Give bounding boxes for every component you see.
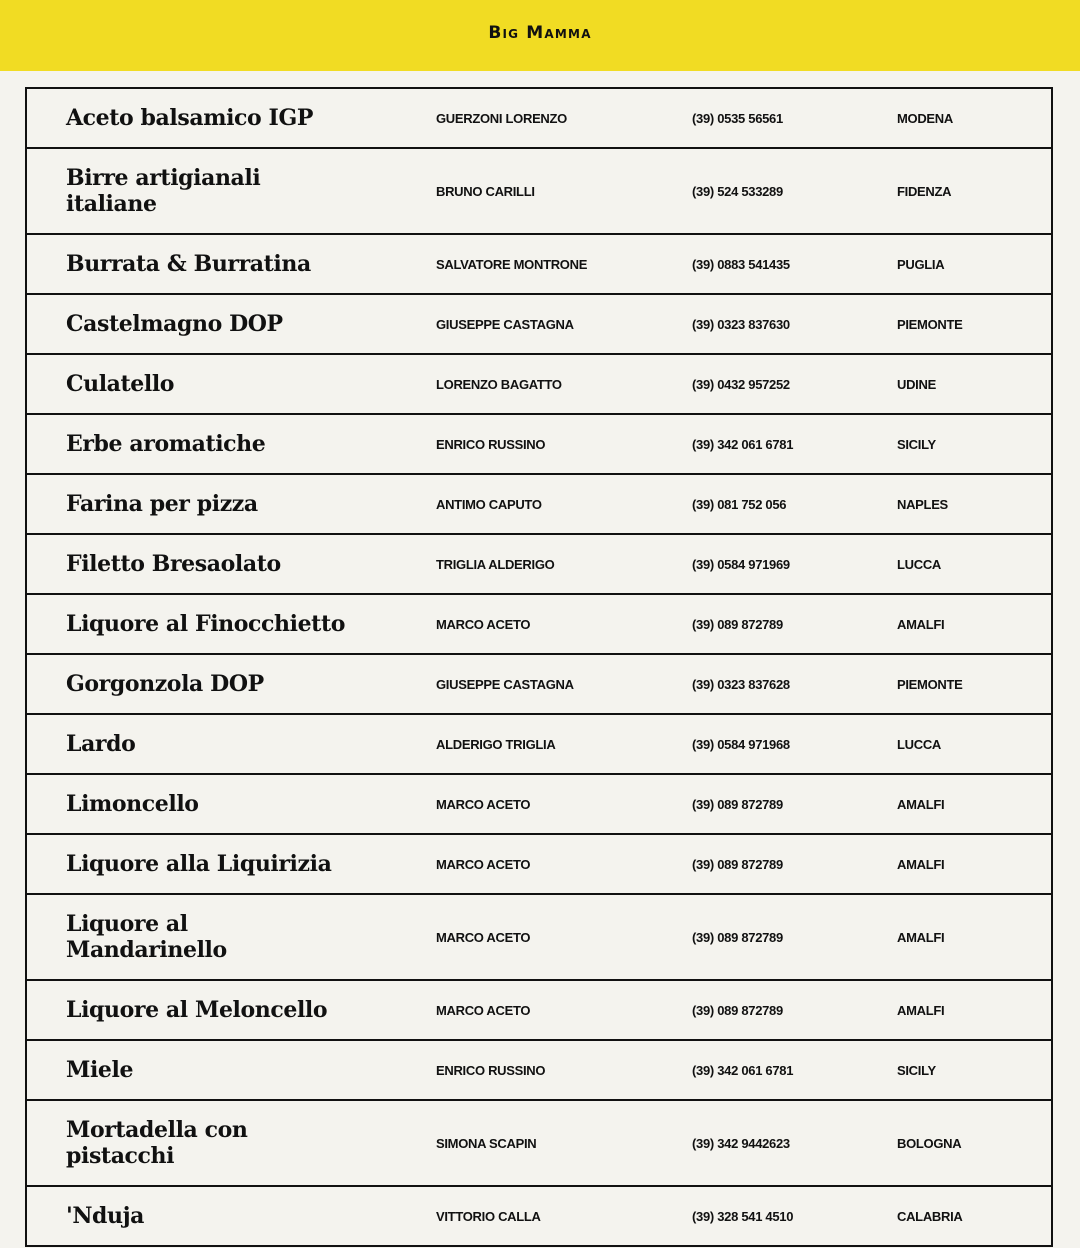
region: NAPLES [897, 496, 948, 512]
product-name: Liquore alla Liquirizia [66, 851, 332, 877]
product-name: Liquore al Mandarinello [66, 911, 227, 963]
product-name: Lardo [66, 731, 136, 757]
table-row [27, 715, 1051, 775]
product-name: Liquore al Finocchietto [66, 611, 345, 637]
region: LUCCA [897, 736, 941, 752]
supplier-table [25, 87, 1053, 1247]
table-row [27, 415, 1051, 475]
table-row [27, 655, 1051, 715]
phone-number[interactable]: (39) 0883 541435 [692, 256, 790, 272]
table-row [27, 1101, 1051, 1187]
region: LUCCA [897, 556, 941, 572]
product-name: Liquore al Meloncello [66, 997, 328, 1023]
region: SICILY [897, 1062, 936, 1078]
phone-number[interactable]: (39) 342 9442623 [692, 1135, 790, 1151]
phone-number[interactable]: (39) 0535 56561 [692, 110, 783, 126]
region: AMALFI [897, 1002, 945, 1018]
product-name: Filetto Bresaolato [66, 551, 281, 577]
brand-logo[interactable]: Big Mamma [488, 23, 592, 43]
product-name: Culatello [66, 371, 175, 397]
region: CALABRIA [897, 1208, 963, 1224]
phone-number[interactable]: (39) 342 061 6781 [692, 1062, 794, 1078]
contact-name: SALVATORE MONTRONE [436, 256, 588, 272]
phone-number[interactable]: (39) 342 061 6781 [692, 436, 794, 452]
contact-name: ENRICO RUSSINO [436, 436, 546, 452]
region: FIDENZA [897, 183, 952, 199]
product-name: Aceto balsamico IGP [66, 105, 313, 131]
phone-number[interactable]: (39) 089 872789 [692, 796, 783, 812]
contact-name: GUERZONI LORENZO [436, 110, 567, 126]
region: AMALFI [897, 929, 945, 945]
table-row [27, 1041, 1051, 1101]
region: PIEMONTE [897, 676, 963, 692]
region: MODENA [897, 110, 953, 126]
region: AMALFI [897, 796, 945, 812]
contact-name: MARCO ACETO [436, 929, 531, 945]
product-name: Burrata & Burratina [66, 251, 311, 277]
product-name: Gorgonzola DOP [66, 671, 264, 697]
contact-name: BRUNO CARILLI [436, 183, 535, 199]
region: PIEMONTE [897, 316, 963, 332]
contact-name: MARCO ACETO [436, 796, 531, 812]
phone-number[interactable]: (39) 089 872789 [692, 616, 783, 632]
product-name: Limoncello [66, 791, 199, 817]
product-name: Castelmagno DOP [66, 311, 283, 337]
table-row [27, 535, 1051, 595]
table-row [27, 835, 1051, 895]
contact-name: MARCO ACETO [436, 1002, 531, 1018]
table-row [27, 1187, 1051, 1247]
contact-name: ANTIMO CAPUTO [436, 496, 542, 512]
phone-number[interactable]: (39) 089 872789 [692, 929, 783, 945]
header-bar [0, 0, 1080, 71]
table-row [27, 89, 1051, 149]
product-name: Mortadella con pistacchi [66, 1117, 248, 1169]
table-row [27, 475, 1051, 535]
contact-name: MARCO ACETO [436, 616, 531, 632]
contact-name: GIUSEPPE CASTAGNA [436, 676, 574, 692]
contact-name: TRIGLIA ALDERIGO [436, 556, 555, 572]
region: SICILY [897, 436, 936, 452]
table-row [27, 595, 1051, 655]
table-row [27, 355, 1051, 415]
contact-name: ALDERIGO TRIGLIA [436, 736, 556, 752]
phone-number[interactable]: (39) 081 752 056 [692, 496, 787, 512]
table-row [27, 149, 1051, 235]
region: AMALFI [897, 856, 945, 872]
table-row [27, 295, 1051, 355]
table-row [27, 775, 1051, 835]
product-name: Farina per pizza [66, 491, 258, 517]
product-name: 'Nduja [66, 1203, 145, 1229]
product-name: Miele [66, 1057, 134, 1083]
product-name: Birre artigianali italiane [66, 165, 261, 217]
phone-number[interactable]: (39) 524 533289 [692, 183, 783, 199]
phone-number[interactable]: (39) 328 541 4510 [692, 1208, 794, 1224]
phone-number[interactable]: (39) 089 872789 [692, 856, 783, 872]
contact-name: ENRICO RUSSINO [436, 1062, 546, 1078]
phone-number[interactable]: (39) 0432 957252 [692, 376, 790, 392]
contact-name: VITTORIO CALLA [436, 1208, 541, 1224]
phone-number[interactable]: (39) 0584 971968 [692, 736, 790, 752]
contact-name: MARCO ACETO [436, 856, 531, 872]
contact-name: LORENZO BAGATTO [436, 376, 562, 392]
table-row [27, 981, 1051, 1041]
region: UDINE [897, 376, 936, 392]
phone-number[interactable]: (39) 089 872789 [692, 1002, 783, 1018]
contact-name: GIUSEPPE CASTAGNA [436, 316, 574, 332]
region: AMALFI [897, 616, 945, 632]
phone-number[interactable]: (39) 0323 837630 [692, 316, 790, 332]
phone-number[interactable]: (39) 0323 837628 [692, 676, 790, 692]
phone-number[interactable]: (39) 0584 971969 [692, 556, 790, 572]
region: BOLOGNA [897, 1135, 962, 1151]
table-row [27, 895, 1051, 981]
table-row [27, 235, 1051, 295]
product-name: Erbe aromatiche [66, 431, 266, 457]
region: PUGLIA [897, 256, 945, 272]
contact-name: SIMONA SCAPIN [436, 1135, 537, 1151]
